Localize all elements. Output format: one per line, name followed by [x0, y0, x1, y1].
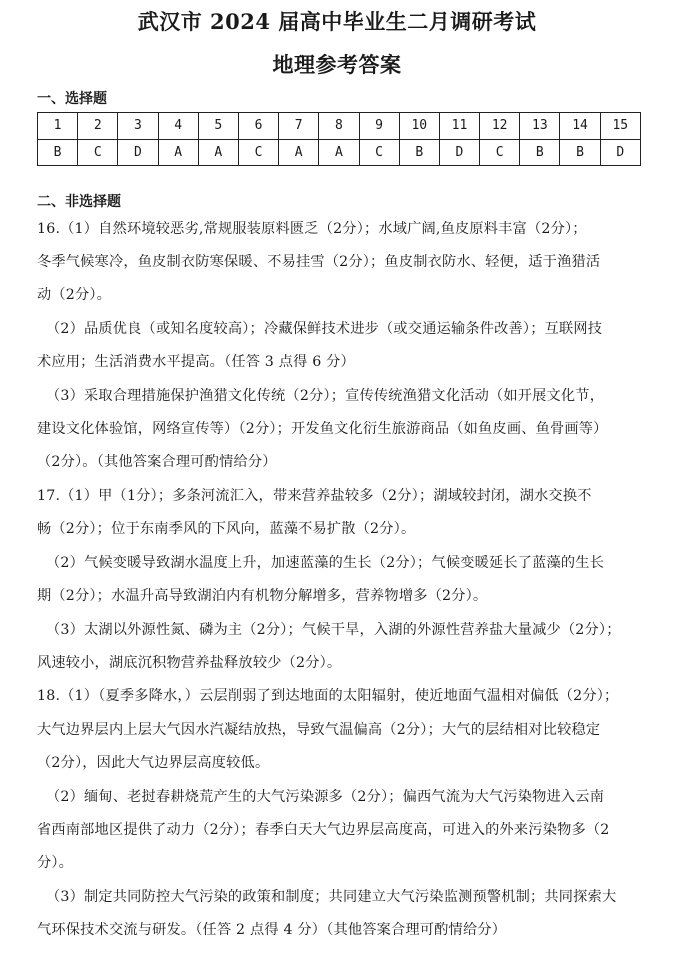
document-subtitle: 地理参考答案: [272, 52, 402, 77]
answer-letter-cell: B: [38, 139, 78, 166]
answer-text-line: （2）气候变暖导致湖水温度上升，加速蓝藻的生长（2分）；气候变暖延长了蓝藻的生长: [46, 555, 605, 571]
answer-letter-cell: D: [600, 139, 640, 166]
question-number-cell: 1: [38, 113, 78, 140]
answer-text-line: （3）太湖以外源性氮、磷为主（2分）；气候干旱，入湖的外源性营养盐大量减少（2分）；: [46, 622, 621, 638]
question-number-cell: 4: [158, 113, 198, 140]
answer-text-line: 期（2分）；水温升高导致湖泊内有机物分解增多，营养物增多（2分）。: [37, 588, 488, 604]
answer-letter-cell: B: [399, 139, 439, 166]
answer-letter-cell: A: [319, 139, 359, 166]
answer-text-line: 18.（1）（夏季多降水，）云层削弱了到达地面的太阳辐射，使近地面气温相对偏低（2分）；: [37, 688, 619, 704]
answer-text-line: 畅（2分）；位于东南季风的下风向，蓝藻不易扩散（2分）。: [37, 521, 416, 537]
answer-text-line: （3）制定共同防控大气污染的政策和制度；共同建立大气污染监测预警机制；共同探索大: [46, 889, 617, 905]
answer-letter-cell: D: [439, 139, 479, 166]
section-choice-heading: 一、选择题: [37, 91, 107, 107]
answer-text-line: 大气边界层内上层大气因水汽凝结放热，导致气温偏高（2分）；大气的层结相对比较稳定: [37, 722, 601, 738]
question-number-cell: 13: [520, 113, 560, 140]
answer-text-line: 术应用；生活消费水平提高。（任答 3 点得 6 分）: [37, 354, 355, 370]
question-number-cell: 7: [279, 113, 319, 140]
answer-letter-cell: A: [279, 139, 319, 166]
answer-text-line: 气环保技术交流与研发。（任答 2 点得 4 分）（其他答案合理可酌情给分）: [37, 922, 507, 938]
answer-letter-cell: C: [78, 139, 118, 166]
question-number-cell: 8: [319, 113, 359, 140]
section-nonchoice-heading: 二、非选择题: [37, 194, 121, 210]
answer-text-line: （3）采取合理措施保护渔猎文化传统（2分）；宣传传统渔猎文化活动（如开展文化节，: [46, 388, 605, 404]
answer-letter-row: [38, 139, 641, 166]
answer-letter-cell: A: [198, 139, 238, 166]
answer-letter-cell: C: [359, 139, 399, 166]
answer-text-line: 省西南部地区提供了动力（2分）；春季白天大气边界层高度高，可进入的外来污染物多（2: [37, 822, 610, 838]
answer-text-line: （2）品质优良（或知名度较高）；冷藏保鲜技术进步（或交通运输条件改善）；互联网技: [46, 321, 603, 337]
answer-text-line: 风速较小，湖底沉积物营养盐释放较少（2分）。: [37, 655, 342, 671]
answer-text-line: 建设文化体验馆，网络宣传等）（2分）；开发鱼文化衍生旅游商品（如鱼皮画、鱼骨画等）: [37, 421, 608, 437]
question-number-cell: 6: [238, 113, 278, 140]
question-number-cell: 14: [560, 113, 600, 140]
answer-letter-cell: B: [560, 139, 600, 166]
answer-letter-cell: A: [158, 139, 198, 166]
answer-text-line: 16.（1）自然环境较恶劣,常规服装原料匮乏（2分）；水域广阔,鱼皮原料丰富（2分）；: [37, 221, 587, 237]
question-number-cell: 11: [439, 113, 479, 140]
answer-number-row: [38, 113, 641, 140]
answer-text-line: 动（2分）。: [37, 287, 112, 303]
answer-letter-cell: B: [520, 139, 560, 166]
answer-text-line: 17.（1）甲（1分）；多条河流汇入，带来营养盐较多（2分）；湖域较封闭，湖水交换不: [37, 488, 592, 504]
answer-table: [37, 112, 641, 166]
answer-letter-cell: C: [480, 139, 520, 166]
answer-text-line: 冬季气候寒冷，鱼皮制衣防寒保暖、不易挂雪（2分）；鱼皮制衣防水、轻便，适于渔猎活: [37, 254, 601, 270]
answer-text-line: （2分），因此大气边界层高度较低。: [37, 755, 270, 771]
question-number-cell: 10: [399, 113, 439, 140]
answer-text-line: （2分）。（其他答案合理可酌情给分）: [37, 454, 277, 470]
answer-text-line: （2）缅甸、老挝春耕烧荒产生的大气污染源多（2分）；偏西气流为大气污染物进入云南: [46, 789, 605, 805]
question-number-cell: 2: [78, 113, 118, 140]
question-number-cell: 15: [600, 113, 640, 140]
question-number-cell: 5: [198, 113, 238, 140]
document-title: 武汉市 2024 届高中毕业生二月调研考试: [137, 9, 537, 34]
question-number-cell: 9: [359, 113, 399, 140]
answer-letter-cell: D: [118, 139, 158, 166]
question-number-cell: 12: [480, 113, 520, 140]
answer-letter-cell: C: [238, 139, 278, 166]
answer-text-line: 分）。: [37, 855, 74, 871]
question-number-cell: 3: [118, 113, 158, 140]
